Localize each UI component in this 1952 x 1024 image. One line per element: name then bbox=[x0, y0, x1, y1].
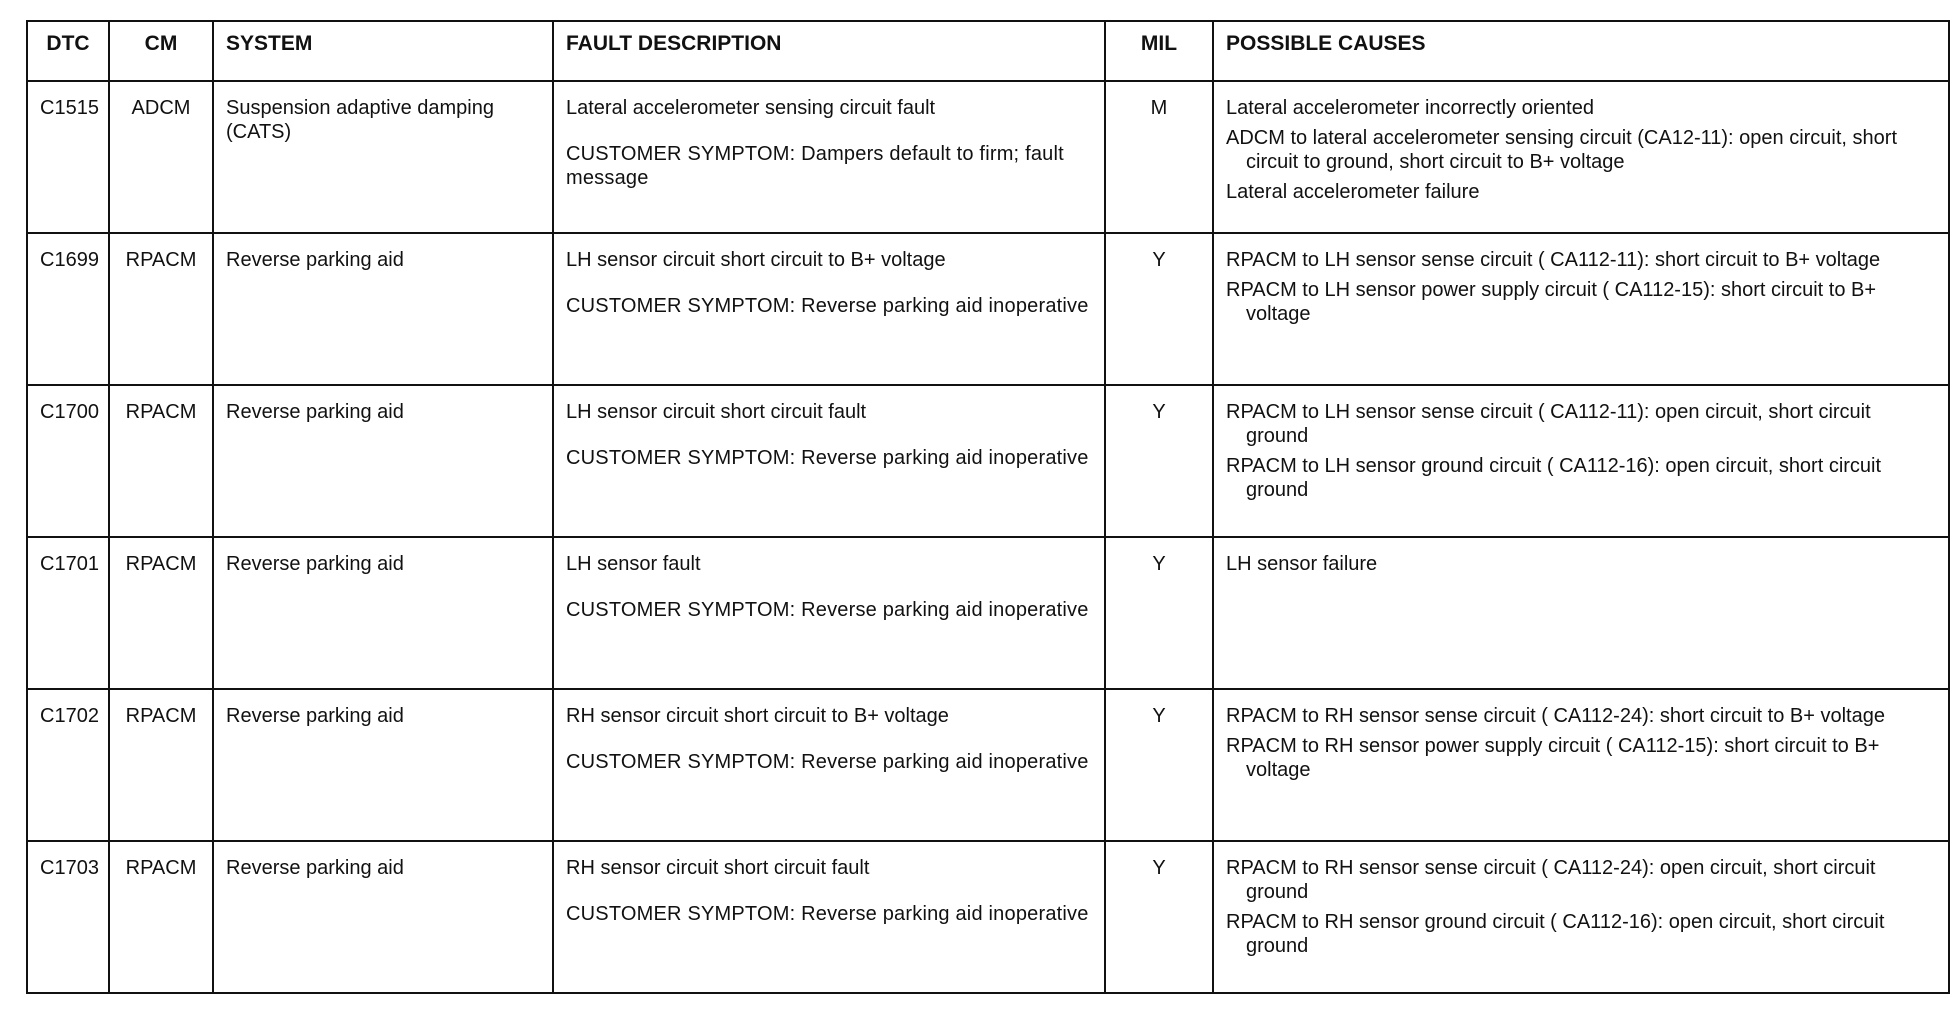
mil-cell: Y bbox=[1105, 385, 1213, 537]
fault-description-cell bbox=[553, 81, 1105, 233]
system-cell: Reverse parking aid bbox=[213, 385, 553, 537]
possible-cause-item: Lateral accelerometer incorrectly oriented bbox=[1226, 97, 1594, 119]
customer-symptom-text: CUSTOMER SYMPTOM: Dampers default to firm; fault message bbox=[566, 143, 1064, 189]
fault-text: RH sensor circuit short circuit to B+ voltage bbox=[566, 705, 949, 727]
system-cell: Suspension adaptive damping (CATS) bbox=[213, 81, 553, 233]
header-row bbox=[27, 21, 1949, 81]
dtc-cell: C1702 bbox=[27, 689, 109, 841]
mil-cell: Y bbox=[1105, 689, 1213, 841]
table-body bbox=[27, 81, 1949, 993]
system-cell: Reverse parking aid bbox=[213, 841, 553, 993]
table-row bbox=[27, 81, 1949, 233]
cm-cell: RPACM bbox=[109, 537, 213, 689]
possible-cause-item: RPACM to LH sensor sense circuit ( CA112-11): short circuit to B+ voltage bbox=[1226, 249, 1881, 271]
customer-symptom-text: CUSTOMER SYMPTOM: Reverse parking aid inoperative bbox=[566, 447, 1089, 469]
possible-cause-item: RPACM to LH sensor power supply circuit ( CA112-15): short circuit to B+ voltage bbox=[1226, 279, 1877, 325]
header-dtc: DTC bbox=[27, 21, 109, 81]
fault-text: Lateral accelerometer sensing circuit fault bbox=[566, 97, 936, 119]
dtc-cell: C1699 bbox=[27, 233, 109, 385]
mil-cell: Y bbox=[1105, 537, 1213, 689]
mil-cell: Y bbox=[1105, 233, 1213, 385]
dtc-table bbox=[26, 20, 1950, 994]
dtc-table-container bbox=[26, 20, 1948, 994]
possible-causes-cell bbox=[1213, 841, 1949, 993]
dtc-cell: C1700 bbox=[27, 385, 109, 537]
header-possible-causes: POSSIBLE CAUSES bbox=[1213, 21, 1949, 81]
table-row bbox=[27, 841, 1949, 993]
customer-symptom-text: CUSTOMER SYMPTOM: Reverse parking aid inoperative bbox=[566, 903, 1089, 925]
header-system: SYSTEM bbox=[213, 21, 553, 81]
table-row bbox=[27, 385, 1949, 537]
table-row bbox=[27, 233, 1949, 385]
possible-causes-cell bbox=[1213, 233, 1949, 385]
fault-description-cell bbox=[553, 385, 1105, 537]
system-cell: Reverse parking aid bbox=[213, 233, 553, 385]
header-mil: MIL bbox=[1105, 21, 1213, 81]
system-cell: Reverse parking aid bbox=[213, 689, 553, 841]
possible-causes-cell bbox=[1213, 81, 1949, 233]
customer-symptom-text: CUSTOMER SYMPTOM: Reverse parking aid inoperative bbox=[566, 599, 1089, 621]
cm-cell: ADCM bbox=[109, 81, 213, 233]
possible-cause-item: RPACM to RH sensor sense circuit ( CA112-24): short circuit to B+ voltage bbox=[1226, 705, 1885, 727]
dtc-cell: C1703 bbox=[27, 841, 109, 993]
cm-cell: RPACM bbox=[109, 841, 213, 993]
fault-text: LH sensor circuit short circuit fault bbox=[566, 401, 867, 423]
possible-causes-cell bbox=[1213, 537, 1949, 689]
fault-description-cell bbox=[553, 841, 1105, 993]
cm-cell: RPACM bbox=[109, 689, 213, 841]
fault-text: LH sensor circuit short circuit to B+ voltage bbox=[566, 249, 946, 271]
possible-cause-item: RPACM to RH sensor power supply circuit ( CA112-15): short circuit to B+ voltage bbox=[1226, 735, 1880, 781]
customer-symptom-text: CUSTOMER SYMPTOM: Reverse parking aid inoperative bbox=[566, 295, 1089, 317]
fault-description-cell bbox=[553, 233, 1105, 385]
possible-cause-item: RPACM to LH sensor ground circuit ( CA112-16): open circuit, short circuit ground bbox=[1226, 455, 1882, 501]
possible-cause-item: Lateral accelerometer failure bbox=[1226, 181, 1480, 203]
possible-causes-cell bbox=[1213, 689, 1949, 841]
mil-cell: M bbox=[1105, 81, 1213, 233]
fault-text: RH sensor circuit short circuit fault bbox=[566, 857, 870, 879]
possible-cause-item: RPACM to RH sensor ground circuit ( CA112-16): open circuit, short circuit ground bbox=[1226, 911, 1885, 957]
fault-description-cell bbox=[553, 537, 1105, 689]
possible-cause-item: RPACM to LH sensor sense circuit ( CA112-11): open circuit, short circuit ground bbox=[1226, 401, 1871, 447]
possible-cause-item: LH sensor failure bbox=[1226, 553, 1378, 575]
table-header bbox=[27, 21, 1949, 81]
fault-description-cell bbox=[553, 689, 1105, 841]
header-fault-description: FAULT DESCRIPTION bbox=[553, 21, 1105, 81]
mil-cell: Y bbox=[1105, 841, 1213, 993]
header-cm: CM bbox=[109, 21, 213, 81]
cm-cell: RPACM bbox=[109, 385, 213, 537]
table-row bbox=[27, 537, 1949, 689]
table-row bbox=[27, 689, 1949, 841]
dtc-cell: C1701 bbox=[27, 537, 109, 689]
system-cell: Reverse parking aid bbox=[213, 537, 553, 689]
dtc-cell: C1515 bbox=[27, 81, 109, 233]
customer-symptom-text: CUSTOMER SYMPTOM: Reverse parking aid inoperative bbox=[566, 751, 1089, 773]
possible-causes-cell bbox=[1213, 385, 1949, 537]
possible-cause-item: RPACM to RH sensor sense circuit ( CA112-24): open circuit, short circuit ground bbox=[1226, 857, 1876, 903]
possible-cause-item: ADCM to lateral accelerometer sensing circuit (CA12-11): open circuit, short circuit to ground, short circuit to B+ voltage bbox=[1226, 127, 1897, 173]
fault-text: LH sensor fault bbox=[566, 553, 701, 575]
cm-cell: RPACM bbox=[109, 233, 213, 385]
